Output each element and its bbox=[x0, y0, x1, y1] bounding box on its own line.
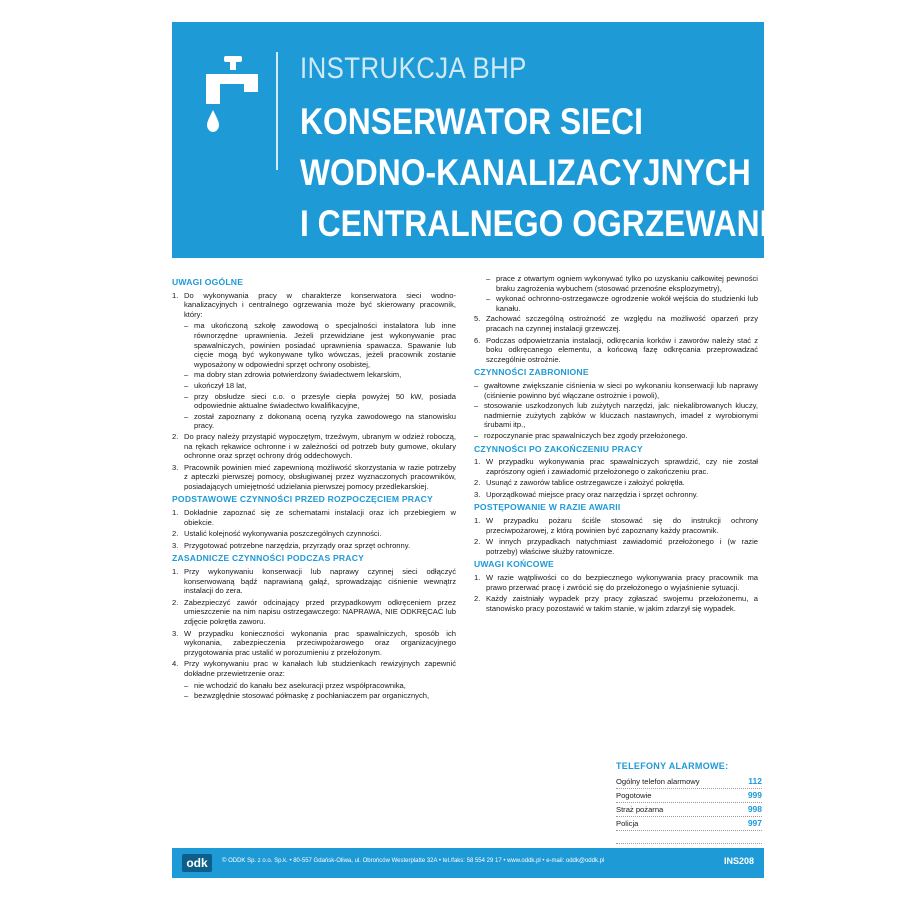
right-column bbox=[474, 274, 762, 834]
dash-item: – gwałtowne zwiększanie ciśnienia w sieci po wykonaniu konserwacji lub naprawy (ciśnienie powinno być włączane ostrożnie i powoli), bbox=[474, 381, 758, 400]
section-heading: PODSTAWOWE CZYNNOŚCI PRZED ROZPOCZĘCIEM PRACY bbox=[172, 494, 433, 505]
phone-number: 999 bbox=[747, 790, 762, 800]
numbered-item: 1. Przy wykonywaniu konserwacji lub naprawy czynnej sieci odłączyć konserwowaną bądź naprawianą gałąź, sprowadzając ciśnienie wewnątrz instalacji do zera. bbox=[172, 567, 456, 596]
dash-item: – ma dobry stan zdrowia potwierdzony świadectwem lekarskim, bbox=[172, 370, 456, 380]
dash-item: – stosowanie uszkodzonych lub zużytych narzędzi, jak: niekalibrowanych kluczy, nadmiernie zużytych ząbków w kluczach nastawnych, imadeł z wyrobionymi śrubami itp., bbox=[474, 401, 758, 430]
numbered-item: 2. Usunąć z zaworów tablice ostrzegawcze i założyć pokrętła. bbox=[474, 478, 685, 488]
numbered-item: 2. Do pracy należy przystąpić wypoczętym, trzeźwym, ubranym w odzież roboczą, na rękach rękawice ochronne i w zależności od potrzeb buty gumowe, okulary ochronne oraz sprzęt ochrony dróg oddechowych. bbox=[172, 431, 456, 461]
numbered-item: 5. Zachować szczególną ostrożność ze względu na możliwość oparzeń przy pracach na czynnej instalacji grzewczej. bbox=[474, 314, 758, 333]
water-tap-icon bbox=[200, 54, 264, 134]
dash-item: – wykonać ochronno-ostrzegawcze ogrodzenie wokół wejścia do studzienki lub kanału. bbox=[474, 294, 758, 313]
section-heading: UWAGI OGÓLNE bbox=[172, 277, 244, 287]
document-code: INS208 bbox=[723, 856, 754, 866]
title-line: WODNO-KANALIZACYJNYCH bbox=[300, 152, 751, 193]
footer-bar bbox=[172, 848, 764, 878]
numbered-item: 2. Każdy zaistniały wypadek przy pracy zgłaszać swojemu przełożonemu, a stanowisko pracy pozostawić w takim stanie, w jakim zdarzył się wypadek. bbox=[474, 594, 758, 613]
header-banner bbox=[172, 22, 792, 258]
phone-row bbox=[616, 775, 762, 789]
phone-row bbox=[616, 789, 762, 803]
publisher-logo: odk bbox=[182, 854, 212, 872]
dash-item: – rozpoczynanie prac spawalniczych bez zgody przełożonego. bbox=[474, 431, 758, 441]
numbered-item: 1. Dokładnie zapoznać się ze schematami instalacji oraz ich przebiegiem w obiekcie. bbox=[172, 508, 456, 527]
numbered-item: 3. Przygotować potrzebne narzędzia, przyrządy oraz sprzęt ochronny. bbox=[172, 540, 411, 550]
dash-item: – ukończył 18 lat, bbox=[172, 381, 456, 391]
phone-label: Policja bbox=[616, 819, 639, 828]
section-heading: CZYNNOŚCI ZABRONIONE bbox=[474, 367, 589, 378]
phones-heading: TELEFONY ALARMOWE: bbox=[616, 761, 729, 771]
section-heading: UWAGI KOŃCOWE bbox=[474, 559, 554, 570]
numbered-item: 1. W przypadku wykonywania prac spawalniczych sprawdzić, czy nie został zaprószony ogień i zawiadomić przełożonego o zakończeniu prac. bbox=[474, 457, 758, 476]
emergency-phones bbox=[616, 762, 762, 857]
numbered-item: 2. Zabezpieczyć zawór odcinający przed przypadkowym odkręceniem przez umieszczenie na nim napisu ostrzegawczego: NAPRAWA, NIE ODKRĘCAĆ lub zdjęcie pokrętła zaworu. bbox=[172, 597, 456, 626]
footer-imprint: © ODDK Sp. z o.o. Sp.k. • 80-557 Gdańsk-Oliwa, ul. Obrońców Westerplatte 32A • tel./faks: 58 554 29 17 • www.oddk.pl • e-mail: oddk@oddk.pl bbox=[222, 858, 605, 864]
phone-label: Pogotowie bbox=[616, 791, 652, 800]
phone-number: 998 bbox=[747, 804, 762, 814]
phone-number: 997 bbox=[747, 818, 762, 828]
section-heading: POSTĘPOWANIE W RAZIE AWARII bbox=[474, 502, 621, 513]
header-title bbox=[300, 96, 791, 249]
phone-row bbox=[616, 817, 762, 831]
numbered-item: 3. Uporządkować miejsce pracy oraz narzędzia i sprzęt ochronny. bbox=[474, 489, 699, 499]
section-heading: CZYNNOŚCI PO ZAKOŃCZENIU PRACY bbox=[474, 443, 643, 454]
numbered-item: 2. W innych przypadkach natychmiast zawiadomić przełożonego i (w razie potrzeby) właściwe służby ratownicze. bbox=[474, 537, 758, 556]
dash-item: – prace z otwartym ogniem wykonywać tylko po uzyskaniu całkowitej pewności braku zagrożenia wybuchem (stosować przenośne eksplozymetry), bbox=[474, 274, 758, 293]
dash-item: – przy obsłudze sieci c.o. o przesyle ciepła powyżej 50 kW, posiada odpowiednie aktualne świadectwo kwalifikacyjne, bbox=[172, 392, 456, 411]
numbered-item: 4. Przy wykonywaniu prac w kanałach lub studzienkach rewizyjnych zapewnić dokładne przewietrzenie oraz: bbox=[172, 659, 456, 678]
phone-label: Ogólny telefon alarmowy bbox=[616, 777, 700, 786]
header-subtitle: INSTRUKCJA BHP bbox=[300, 52, 527, 85]
dash-item: – ma ukończoną szkołę zawodową o specjalności instalatora lub inne równorzędne uprawnienia. Jeżeli przewidziane jest wykonywanie prac spawalniczych, powinien posiadać uprawnienia spawacza. Spawanie lub cięcie mogą być wykonywane tylko wówczas, jeżeli pracownik zostanie wyposażony w odpowiedni sprzęt ochrony osobistej, bbox=[172, 321, 456, 369]
section-heading: ZASADNICZE CZYNNOŚCI PODCZAS PRACY bbox=[172, 553, 365, 564]
dash-item: – nie wchodzić do kanału bez asekuracji przez współpracownika, bbox=[172, 681, 456, 691]
instruction-sheet bbox=[172, 22, 792, 878]
numbered-item: 2. Ustalić kolejność wykonywania poszczególnych czynności. bbox=[172, 529, 382, 539]
numbered-item: 3. W przypadku konieczności wykonania prac spawalniczych, sposób ich wykonania, zabezpieczenia przeciwpożarowego oraz organizacyjnego przygotowania prac ustalić w porozumieniu z przełożonym. bbox=[172, 628, 456, 657]
content-columns bbox=[172, 274, 764, 834]
phone-row bbox=[616, 803, 762, 817]
dash-item: – został zapoznany z dokonaną oceną ryzyka zawodowego na stanowisku pracy. bbox=[172, 412, 456, 431]
header-divider bbox=[276, 52, 278, 170]
phone-blank-row bbox=[616, 831, 762, 844]
numbered-item: 1. W przypadku pożaru ściśle stosować się do instrukcji ochrony przeciwpożarowej, z którą powinien być zapoznany każdy pracownik. bbox=[474, 516, 758, 535]
numbered-item: 1. Do wykonywania pracy w charakterze konserwatora sieci wodno-kanalizacyjnych i centralnego ogrzewania może być skierowany pracownik, który: bbox=[172, 290, 456, 319]
phone-label: Straż pożarna bbox=[616, 805, 664, 814]
phone-number: 112 bbox=[748, 776, 762, 786]
title-line: I CENTRALNEGO OGRZEWANIA bbox=[300, 203, 792, 244]
left-column bbox=[172, 274, 456, 834]
numbered-item: 6. Podczas odpowietrzania instalacji, odkręcania korków i zaworów należy stać z boku odkręcanego elementu, a końcową fazę odkręcania przeprowadzać szczególnie ostrożnie. bbox=[474, 335, 758, 364]
title-line: KONSERWATOR SIECI bbox=[300, 101, 644, 142]
numbered-item: 3. Pracownik powinien mieć zapewnioną możliwość skorzystania w razie potrzeby z apteczki pierwszej pomocy, obsługiwanej przez wyznaczonych pracowników, posiadających umiejętność udzielania pierwszej pomocy przedlekarskiej. bbox=[172, 462, 456, 491]
dash-item: – bezwzględnie stosować półmaskę z pochłaniaczem par organicznych, bbox=[172, 691, 456, 701]
numbered-item: 1. W razie wątpliwości co do bezpiecznego wykonywania pracy pracownik ma prawo przerwać pracę i zwrócić się do przełożonego o wyjaśnienie sytuacji. bbox=[474, 573, 758, 592]
